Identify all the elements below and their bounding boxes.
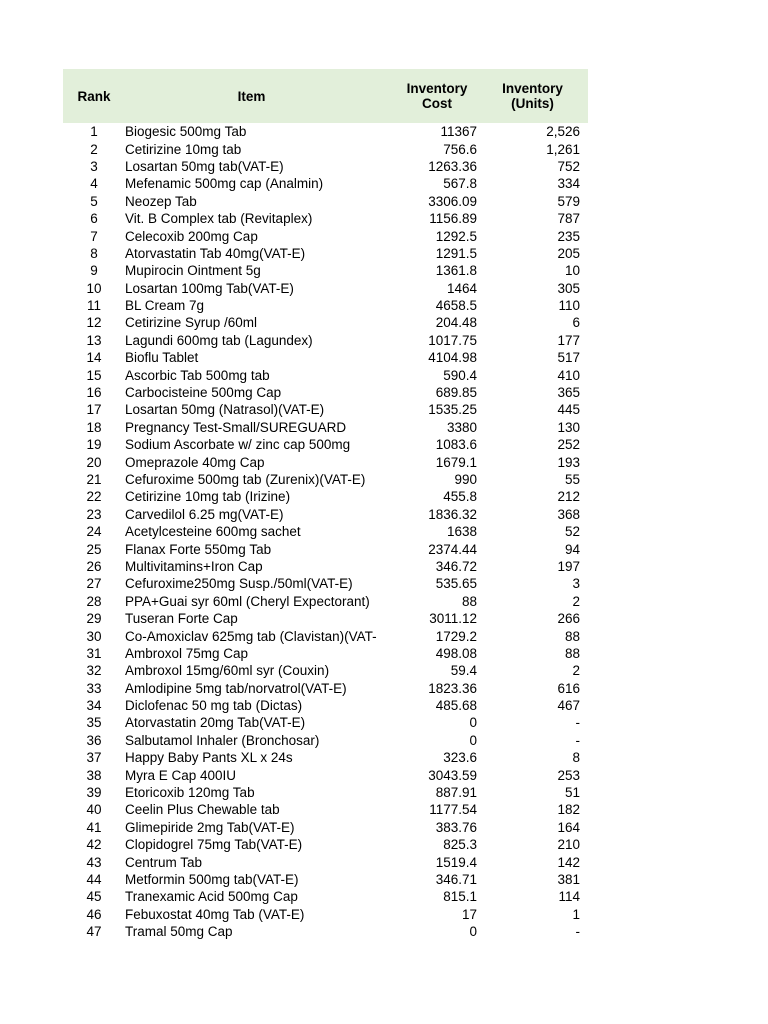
header-inventory-units	[477, 81, 588, 111]
cell-item: Amlodipine 5mg tab/norvatrol(VAT-E)	[125, 680, 347, 696]
table-row	[63, 853, 588, 870]
cell-inventory-units: 205	[557, 245, 580, 261]
cell-item: Losartan 50mg tab(VAT-E)	[125, 158, 284, 174]
cell-inventory-units: 410	[557, 367, 580, 383]
cell-item: Cetirizine Syrup /60ml	[125, 315, 258, 331]
cell-rank: 41	[86, 819, 102, 835]
cell-rank: 40	[86, 802, 102, 818]
cell-item: Happy Baby Pants XL x 24s	[125, 750, 293, 766]
cell-inventory-cost: 887.91	[435, 785, 477, 801]
table-row	[63, 158, 588, 175]
cell-rank: 32	[86, 663, 102, 679]
cell-item: Carvedilol 6.25 mg(VAT-E)	[125, 506, 284, 522]
table-row	[63, 523, 588, 540]
cell-inventory-cost: 88	[461, 593, 477, 609]
cell-inventory-cost: 1156.89	[429, 211, 477, 227]
cell-inventory-cost: 0	[469, 924, 477, 940]
cell-inventory-cost: 689.85	[435, 385, 477, 401]
cell-inventory-cost: 498.08	[435, 645, 477, 661]
cell-inventory-units: 517	[557, 350, 580, 366]
cell-rank: 43	[86, 854, 102, 870]
cell-inventory-units: 467	[557, 698, 580, 714]
cell-rank: 29	[86, 611, 102, 627]
cell-item: Centrum Tab	[125, 854, 203, 870]
cell-inventory-units: 177	[557, 332, 580, 348]
table-row	[63, 575, 588, 592]
cell-inventory-units: 2	[572, 663, 580, 679]
table-row	[63, 419, 588, 436]
cell-rank: 35	[86, 715, 102, 731]
cell-rank: 2	[90, 141, 98, 157]
cell-inventory-cost: 590.4	[443, 367, 477, 383]
cell-item: Ambroxol 75mg Cap	[125, 645, 249, 661]
table-row	[63, 471, 588, 488]
cell-inventory-cost: 1361.8	[435, 263, 477, 279]
cell-inventory-cost: 204.48	[435, 315, 477, 331]
cell-item: Febuxostat 40mg Tab (VAT-E)	[125, 906, 305, 922]
cell-rank: 36	[86, 732, 102, 748]
cell-rank: 37	[86, 750, 102, 766]
cell-inventory-units: 212	[557, 489, 580, 505]
cell-inventory-units: 252	[557, 437, 580, 453]
cell-inventory-cost: 17	[461, 906, 477, 922]
table-row	[63, 906, 588, 923]
cell-inventory-cost: 1464	[446, 280, 477, 296]
cell-inventory-cost: 346.71	[435, 871, 477, 887]
cell-inventory-cost: 4104.98	[428, 350, 477, 366]
table-body	[63, 123, 588, 940]
cell-rank: 15	[86, 367, 102, 383]
cell-item: Neozep Tab	[125, 193, 197, 209]
cell-inventory-cost: 3306.09	[428, 193, 477, 209]
cell-rank: 12	[86, 315, 102, 331]
header-cost-line2: Cost	[422, 96, 452, 111]
table-row	[63, 366, 588, 383]
cell-inventory-cost: 990	[454, 472, 477, 487]
cell-inventory-units: 381	[557, 871, 580, 887]
table-row	[63, 297, 588, 314]
cell-inventory-units: 110	[558, 298, 580, 314]
header-rank: Rank	[77, 88, 111, 104]
table-row	[63, 836, 588, 853]
table-row	[63, 784, 588, 801]
cell-item: Cefuroxime 500mg tab (Zurenix)(VAT-E)	[125, 472, 366, 487]
cell-rank: 20	[86, 454, 102, 470]
cell-inventory-cost: 825.3	[443, 837, 477, 853]
cell-rank: 14	[86, 350, 102, 366]
cell-inventory-cost: 1679.1	[435, 454, 477, 470]
cell-item: Metformin 500mg tab(VAT-E)	[125, 871, 299, 887]
cell-inventory-units: 365	[557, 385, 580, 401]
cell-inventory-units: 266	[557, 611, 580, 627]
cell-rank: 45	[86, 889, 102, 905]
cell-rank: 7	[90, 228, 98, 244]
cell-item: Losartan 50mg (Natrasol)(VAT-E)	[125, 402, 325, 418]
cell-inventory-units: 130	[557, 419, 580, 435]
table-header	[63, 69, 588, 123]
cell-item: Losartan 100mg Tab(VAT-E)	[125, 280, 294, 296]
table-row	[63, 210, 588, 227]
cell-rank: 9	[90, 263, 98, 279]
cell-inventory-units: 2	[572, 593, 580, 609]
cell-item: Clopidogrel 75mg Tab(VAT-E)	[125, 837, 303, 853]
table-row	[63, 680, 588, 697]
cell-rank: 38	[86, 767, 102, 783]
cell-inventory-cost: 1017.75	[428, 332, 477, 348]
cell-inventory-cost: 756.6	[443, 141, 477, 157]
cell-inventory-cost: 485.68	[435, 698, 477, 714]
cell-inventory-units: -	[575, 732, 580, 748]
cell-item: Multivitamins+Iron Cap	[125, 558, 263, 574]
table-row	[63, 453, 588, 470]
cell-inventory-cost: 0	[469, 732, 477, 748]
cell-rank: 34	[86, 698, 102, 714]
header-inventory-cost	[378, 81, 477, 111]
cell-item: Flanax Forte 550mg Tab	[125, 541, 272, 557]
cell-item: Omeprazole 40mg Cap	[125, 454, 265, 470]
cell-inventory-cost: 3011.12	[429, 611, 477, 627]
cell-inventory-cost: 11367	[440, 124, 477, 140]
table-row	[63, 488, 588, 505]
cell-rank: 4	[90, 176, 98, 192]
table-row	[63, 245, 588, 262]
header-cost-line1: Inventory	[406, 81, 468, 96]
cell-inventory-cost: 1083.6	[435, 437, 477, 453]
table-row	[63, 436, 588, 453]
cell-rank: 16	[86, 385, 102, 401]
cell-inventory-units: 55	[564, 472, 580, 487]
table-row	[63, 280, 588, 297]
cell-rank: 6	[90, 211, 98, 227]
cell-rank: 30	[86, 628, 102, 644]
cell-inventory-units: 579	[557, 193, 580, 209]
cell-item: Lagundi 600mg tab (Lagundex)	[125, 332, 313, 348]
table-row	[63, 384, 588, 401]
cell-item: Cetirizine 10mg tab (Irizine)	[125, 489, 291, 505]
cell-item: Vit. B Complex tab (Revitaplex)	[125, 211, 313, 227]
cell-inventory-units: 182	[557, 802, 580, 818]
cell-item: Biogesic 500mg Tab	[125, 124, 247, 140]
cell-rank: 28	[86, 593, 102, 609]
cell-inventory-cost: 383.76	[435, 819, 477, 835]
cell-rank: 47	[86, 924, 102, 940]
cell-rank: 44	[86, 871, 102, 887]
cell-item: Ascorbic Tab 500mg tab	[125, 367, 270, 383]
cell-inventory-units: 1	[572, 906, 580, 922]
cell-item: Mupirocin Ointment 5g	[125, 263, 261, 279]
cell-inventory-units: 193	[557, 454, 580, 470]
cell-inventory-units: 8	[572, 750, 580, 766]
cell-item: Tranexamic Acid 500mg Cap	[125, 889, 298, 905]
cell-rank: 22	[86, 489, 102, 505]
cell-rank: 23	[86, 506, 102, 522]
cell-item: Bioflu Tablet	[125, 350, 199, 366]
table-row	[63, 140, 588, 157]
table-row	[63, 923, 588, 940]
cell-inventory-units: 114	[558, 889, 580, 905]
table-row	[63, 871, 588, 888]
cell-inventory-units: 51	[564, 785, 580, 801]
cell-inventory-cost: 1638	[446, 524, 477, 540]
cell-rank: 19	[86, 437, 102, 453]
cell-item: Glimepiride 2mg Tab(VAT-E)	[125, 819, 295, 835]
cell-inventory-units: 6	[572, 315, 580, 331]
table-row	[63, 819, 588, 836]
table-row	[63, 314, 588, 331]
cell-rank: 3	[90, 158, 98, 174]
cell-rank: 26	[86, 558, 102, 574]
cell-rank: 8	[90, 245, 98, 261]
cell-item: Celecoxib 200mg Cap	[125, 228, 258, 244]
cell-inventory-cost: 455.8	[443, 489, 477, 505]
cell-inventory-cost: 3380	[446, 419, 477, 435]
cell-item: Atorvastatin 20mg Tab(VAT-E)	[125, 715, 306, 731]
cell-item: Etoricoxib 120mg Tab	[125, 785, 255, 801]
cell-inventory-units: 88	[564, 628, 580, 644]
cell-item: Acetylcesteine 600mg sachet	[125, 524, 301, 540]
cell-rank: 27	[86, 576, 102, 592]
cell-item: Pregnancy Test-Small/SUREGUARD	[125, 419, 347, 435]
cell-item: Carbocisteine 500mg Cap	[125, 385, 282, 401]
table-row	[63, 401, 588, 418]
cell-rank: 18	[86, 419, 102, 435]
cell-inventory-cost: 1177.54	[429, 802, 477, 818]
cell-inventory-units: 253	[557, 767, 580, 783]
cell-item: Atorvastatin Tab 40mg(VAT-E)	[125, 245, 306, 261]
table-row	[63, 193, 588, 210]
table-row	[63, 697, 588, 714]
table-row	[63, 540, 588, 557]
cell-inventory-units: -	[575, 715, 580, 731]
cell-inventory-units: 52	[564, 524, 580, 540]
cell-inventory-units: 210	[557, 837, 580, 853]
cell-inventory-units: -	[575, 924, 580, 940]
cell-inventory-units: 445	[557, 402, 580, 418]
table-row	[63, 558, 588, 575]
cell-inventory-cost: 1729.2	[435, 628, 477, 644]
cell-inventory-units: 616	[557, 680, 580, 696]
table-row	[63, 766, 588, 783]
cell-rank: 13	[86, 332, 102, 348]
cell-inventory-cost: 567.8	[443, 176, 477, 192]
header-units-line2: (Units)	[511, 96, 554, 111]
cell-rank: 25	[86, 541, 102, 557]
cell-item: Myra E Cap 400IU	[125, 767, 237, 783]
cell-inventory-units: 164	[557, 819, 580, 835]
cell-item: Cefuroxime250mg Susp./50ml(VAT-E)	[125, 576, 353, 592]
table-row	[63, 175, 588, 192]
cell-item: Mefenamic 500mg cap (Analmin)	[125, 176, 324, 192]
cell-inventory-units: 2,526	[546, 124, 580, 140]
cell-inventory-units: 3	[572, 576, 580, 592]
cell-inventory-cost: 1292.5	[435, 228, 477, 244]
cell-rank: 21	[86, 472, 102, 487]
cell-inventory-units: 334	[557, 176, 580, 192]
cell-inventory-cost: 1823.36	[428, 680, 477, 696]
cell-inventory-cost: 59.4	[450, 663, 477, 679]
table-row	[63, 749, 588, 766]
cell-inventory-units: 1,261	[546, 141, 580, 157]
cell-rank: 39	[86, 785, 102, 801]
cell-inventory-units: 752	[557, 158, 580, 174]
cell-rank: 11	[86, 298, 101, 314]
cell-inventory-units: 787	[557, 211, 580, 227]
cell-item: BL Cream 7g	[125, 298, 205, 314]
cell-inventory-cost: 1519.4	[435, 854, 477, 870]
table-row	[63, 645, 588, 662]
table-row	[63, 227, 588, 244]
cell-rank: 42	[86, 837, 102, 853]
cell-inventory-cost: 1291.5	[435, 245, 477, 261]
cell-inventory-cost: 1836.32	[428, 506, 477, 522]
cell-inventory-units: 88	[564, 645, 580, 661]
cell-inventory-cost: 1535.25	[428, 402, 477, 418]
table-row	[63, 593, 588, 610]
table-row	[63, 332, 588, 349]
cell-inventory-units: 197	[557, 558, 580, 574]
cell-rank: 24	[86, 524, 102, 540]
cell-inventory-units: 368	[557, 506, 580, 522]
cell-inventory-cost: 2374.44	[428, 541, 477, 557]
cell-item: Cetirizine 10mg tab	[125, 141, 242, 157]
cell-rank: 46	[86, 906, 102, 922]
table-row	[63, 627, 588, 644]
table-row	[63, 262, 588, 279]
cell-rank: 1	[90, 124, 98, 140]
cell-item: Tramal 50mg Cap	[125, 924, 233, 940]
cell-inventory-units: 305	[557, 280, 580, 296]
cell-inventory-cost: 323.6	[443, 750, 477, 766]
cell-item: Ceelin Plus Chewable tab	[125, 802, 280, 818]
cell-item: Ambroxol 15mg/60ml syr (Couxin)	[125, 663, 330, 679]
cell-item: Diclofenac 50 mg tab (Dictas)	[125, 698, 303, 714]
table-row	[63, 888, 588, 905]
cell-inventory-cost: 815.1	[443, 889, 477, 905]
table-row	[63, 123, 588, 140]
cell-inventory-cost: 535.65	[435, 576, 477, 592]
cell-item: Co-Amoxiclav 625mg tab (Clavistan)(VAT-	[125, 628, 377, 644]
table-row	[63, 714, 588, 731]
cell-inventory-cost: 0	[469, 715, 477, 731]
cell-item: Tuseran Forte Cap	[125, 611, 238, 627]
inventory-table	[63, 69, 588, 940]
cell-item: PPA+Guai syr 60ml (Cheryl Expectorant)	[125, 593, 370, 609]
cell-inventory-units: 94	[564, 541, 580, 557]
cell-item: Sodium Ascorbate w/ zinc cap 500mg	[125, 437, 351, 453]
cell-inventory-cost: 4658.5	[435, 298, 477, 314]
header-item: Item	[237, 88, 266, 104]
cell-rank: 5	[90, 193, 98, 209]
header-units-line1: Inventory	[502, 81, 563, 96]
cell-inventory-units: 10	[564, 263, 580, 279]
table-row	[63, 610, 588, 627]
table-row	[63, 506, 588, 523]
cell-inventory-units: 142	[557, 854, 580, 870]
cell-inventory-cost: 3043.59	[428, 767, 477, 783]
cell-rank: 10	[86, 280, 102, 296]
cell-item: Salbutamol Inhaler (Bronchosar)	[125, 732, 320, 748]
cell-rank: 33	[86, 680, 102, 696]
cell-inventory-cost: 346.72	[435, 558, 477, 574]
table-row	[63, 662, 588, 679]
cell-inventory-units: 235	[557, 228, 580, 244]
cell-inventory-cost: 1263.36	[428, 158, 477, 174]
cell-rank: 17	[86, 402, 102, 418]
table-row	[63, 732, 588, 749]
table-row	[63, 801, 588, 818]
cell-rank: 31	[86, 645, 102, 661]
table-row	[63, 349, 588, 366]
